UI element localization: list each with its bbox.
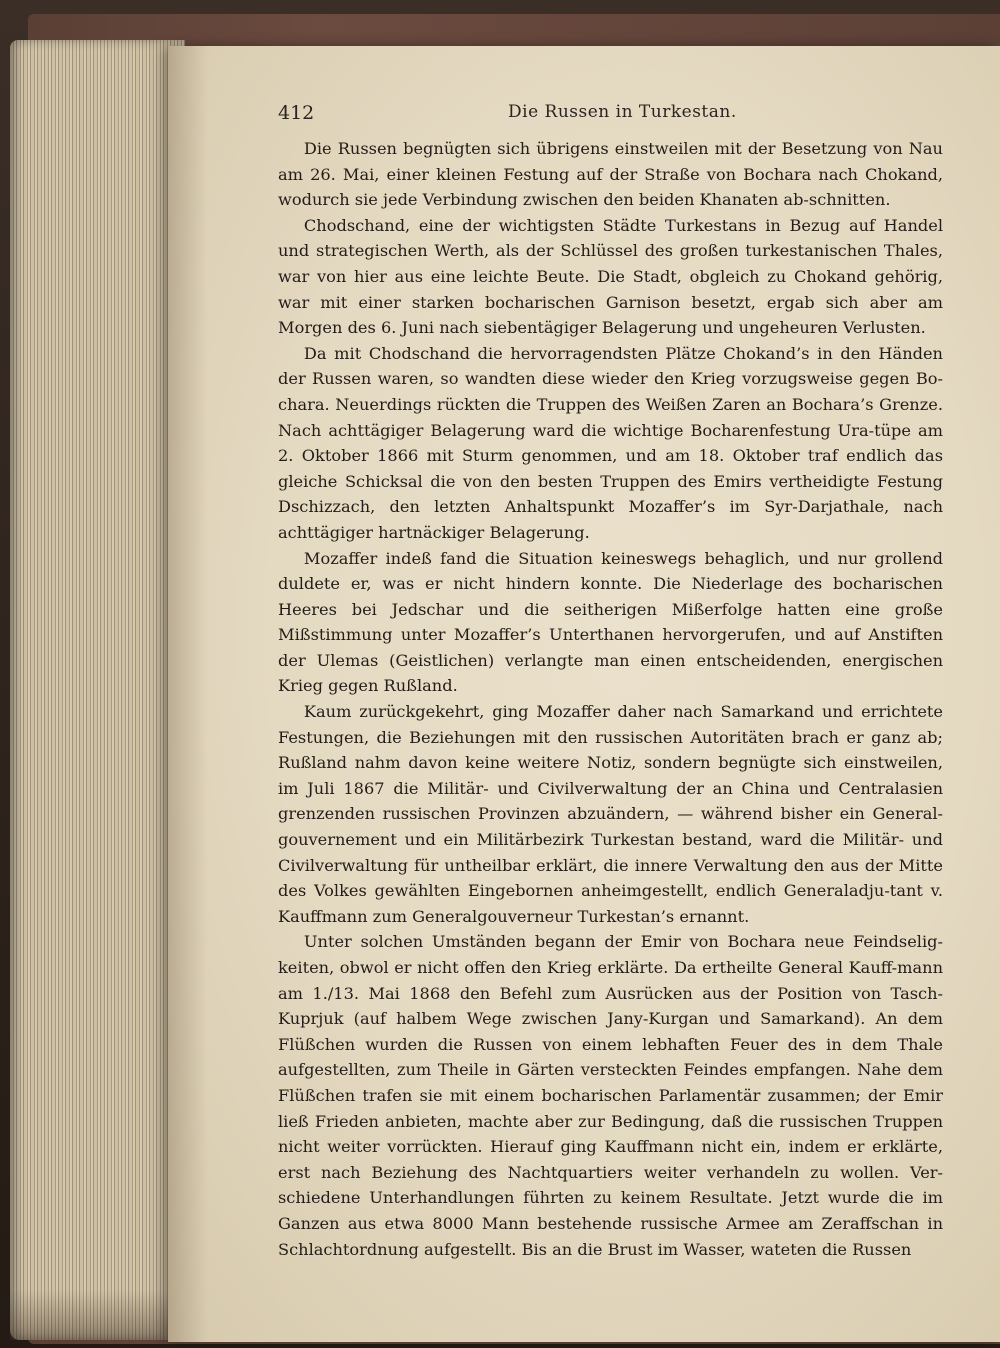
page-number: 412 [278, 102, 315, 124]
paragraph: Mozaffer indeß fand die Situation keineswegs behaglich, und nur grollend duldete er, was er nicht hindern konnte. Die Niederlage des bocharischen Heeres bei Jedschar und die seitherigen Mißerfolge hatten eine große Mißstimmung unter Mozaffer’s Unterthanen hervorgerufen, und auf Anstiften der Ulemas (Geistlichen) verlangte man einen entscheidenden, energischen Krieg gegen Rußland. [278, 548, 943, 696]
body-text [278, 136, 943, 1262]
page-header [278, 102, 958, 132]
paragraph: Kaum zurückgekehrt, ging Mozaffer daher nach Samarkand und errichtete Festungen, die Beziehungen mit den russischen Autoritäten brach er ganz ab; Rußland nahm davon keine weitere Notiz, sondern begnügte sich einstweilen, im Juli 1867 die Militär- und Civilverwaltung der an China und Centralasien grenzenden russischen Provinzen abzuändern, — während bisher ein General-gouvernement und ein Militärbezirk Turkestan bestand, ward die Militär- und Civilverwaltung für untheilbar erklärt, die innere Verwaltung den aus der Mitte des Volkes gewählten Eingebornen anheimgestellt, endlich Generaladju-tant v. Kauffmann zum Generalgouverneur Turkestan’s ernannt. [278, 702, 943, 926]
page-edges [10, 40, 185, 1340]
paragraph: Unter solchen Umständen begann der Emir von Bochara neue Feindselig-keiten, obwol er nicht offen den Krieg erklärte. Da ertheilte General Kauff-mann am 1./13. Mai 1868 den Befehl zum Ausrücken aus der Position von Tasch-Kuprjuk (auf halbem Wege zwischen Jany-Kurgan und Samarkand). An dem Flüßchen wurden die Russen von einem lebhaften Feuer des in dem Thale aufgestellten, zum Theile in Gärten versteckten Feindes empfangen. Nahe dem Flüßchen trafen sie mit einem bocharischen Parlamentär zusammen; der Emir ließ Frieden anbieten, machte aber zur Bedingung, daß die russischen Truppen nicht weiter vorrückten. Hierauf ging Kauffmann nicht ein, indem er erklärte, erst nach Beziehung des Nachtquartiers weiter verhandeln zu wollen. Ver-schiedene Unterhandlungen führten zu keinem Resultate. Jetzt wurde die im Ganzen aus etwa 8000 Mann bestehende russische Armee am Zeraffschan in Schlachtordnung aufgestellt. Bis an die Brust im Wasser, wateten die Russen [278, 932, 943, 1259]
paragraph: Da mit Chodschand die hervorragendsten Plätze Chokand’s in den Händen der Russen waren, so wandten diese wieder den Krieg vorzugsweise gegen Bo-chara. Neuerdings rückten die Truppen des Weißen Zaren an Bochara’s Grenze. Nach achttägiger Belagerung ward die wichtige Bocharenfestung Ura-tüpe am 2. Oktober 1866 mit Sturm genommen, und am 18. Oktober traf endlich das gleiche Schicksal die von den besten Truppen des Emirs vertheidigte Festung Dschizzach, den letzten Anhaltspunkt Mozaffer’s im Syr-Darjathale, nach achttägiger hartnäckiger Belagerung. [278, 343, 943, 542]
book-page [168, 46, 1000, 1342]
paragraph: Die Russen begnügten sich übrigens einstweilen mit der Besetzung von Nau am 26. Mai, einer kleinen Festung auf der Straße von Bochara nach Chokand, wodurch sie jede Verbindung zwischen den beiden Khanaten ab-schnitten. [278, 139, 943, 210]
page-edges-shadow [10, 1290, 185, 1340]
running-head: Die Russen in Turkestan. [508, 102, 737, 122]
paragraph: Chodschand, eine der wichtigsten Städte Turkestans in Bezug auf Handel und strategischen Werth, als der Schlüssel des großen turkestanischen Thales, war von hier aus eine leichte Beute. Die Stadt, obgleich zu Chokand gehörig, war mit einer starken bocharischen Garnison besetzt, ergab sich aber am Morgen des 6. Juni nach siebentägiger Belagerung und ungeheuren Verlusten. [278, 215, 943, 338]
